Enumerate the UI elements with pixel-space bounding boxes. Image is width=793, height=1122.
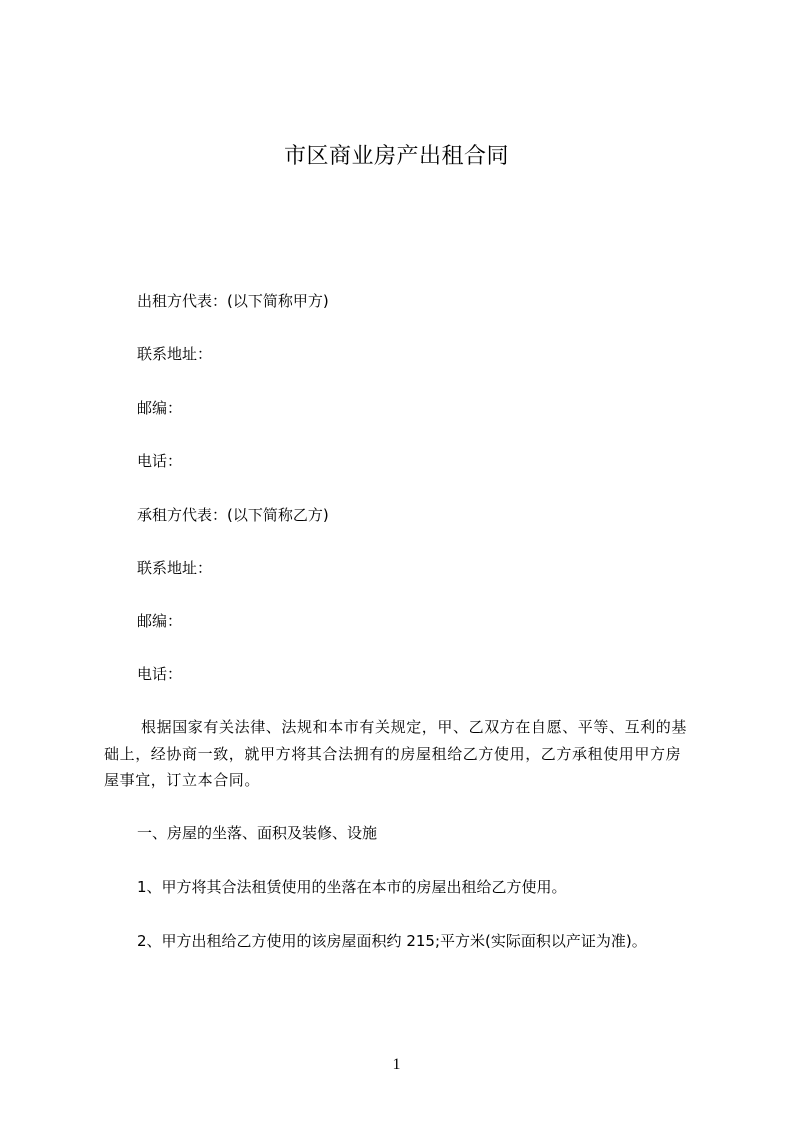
- lessee-phone: 电话：: [137, 665, 183, 683]
- page-number: 1: [392, 1056, 401, 1073]
- lessor-phone: 电话：: [137, 452, 183, 470]
- lessor-address: 联系地址：: [137, 345, 213, 363]
- lessor-postcode: 邮编：: [137, 399, 183, 417]
- lessee-representative: 承租方代表：(以下简称乙方): [137, 506, 329, 524]
- lessee-address: 联系地址：: [137, 559, 213, 577]
- preamble-paragraph: 根据国家有关法律、法规和本市有关规定，甲、乙双方在自愿、平等、互利的基础上，经协商一致，就甲方将其合法拥有的房屋租给乙方使用，乙方承租使用甲方房屋事宜，订立本合同。: [104, 718, 688, 789]
- lessor-representative: 出租方代表：(以下简称甲方): [137, 292, 329, 310]
- section-heading: 一、房屋的坐落、面积及装修、设施: [137, 824, 378, 842]
- lessee-postcode: 邮编：: [137, 612, 183, 630]
- section-item-2: 2、甲方出租给乙方使用的该房屋面积约 215;平方米(实际面积以产证为准)。: [137, 932, 647, 950]
- document-title: 市区商业房产出租合同: [283, 144, 509, 169]
- section-item-1: 1、甲方将其合法租赁使用的坐落在本市的房屋出租给乙方使用。: [137, 878, 567, 896]
